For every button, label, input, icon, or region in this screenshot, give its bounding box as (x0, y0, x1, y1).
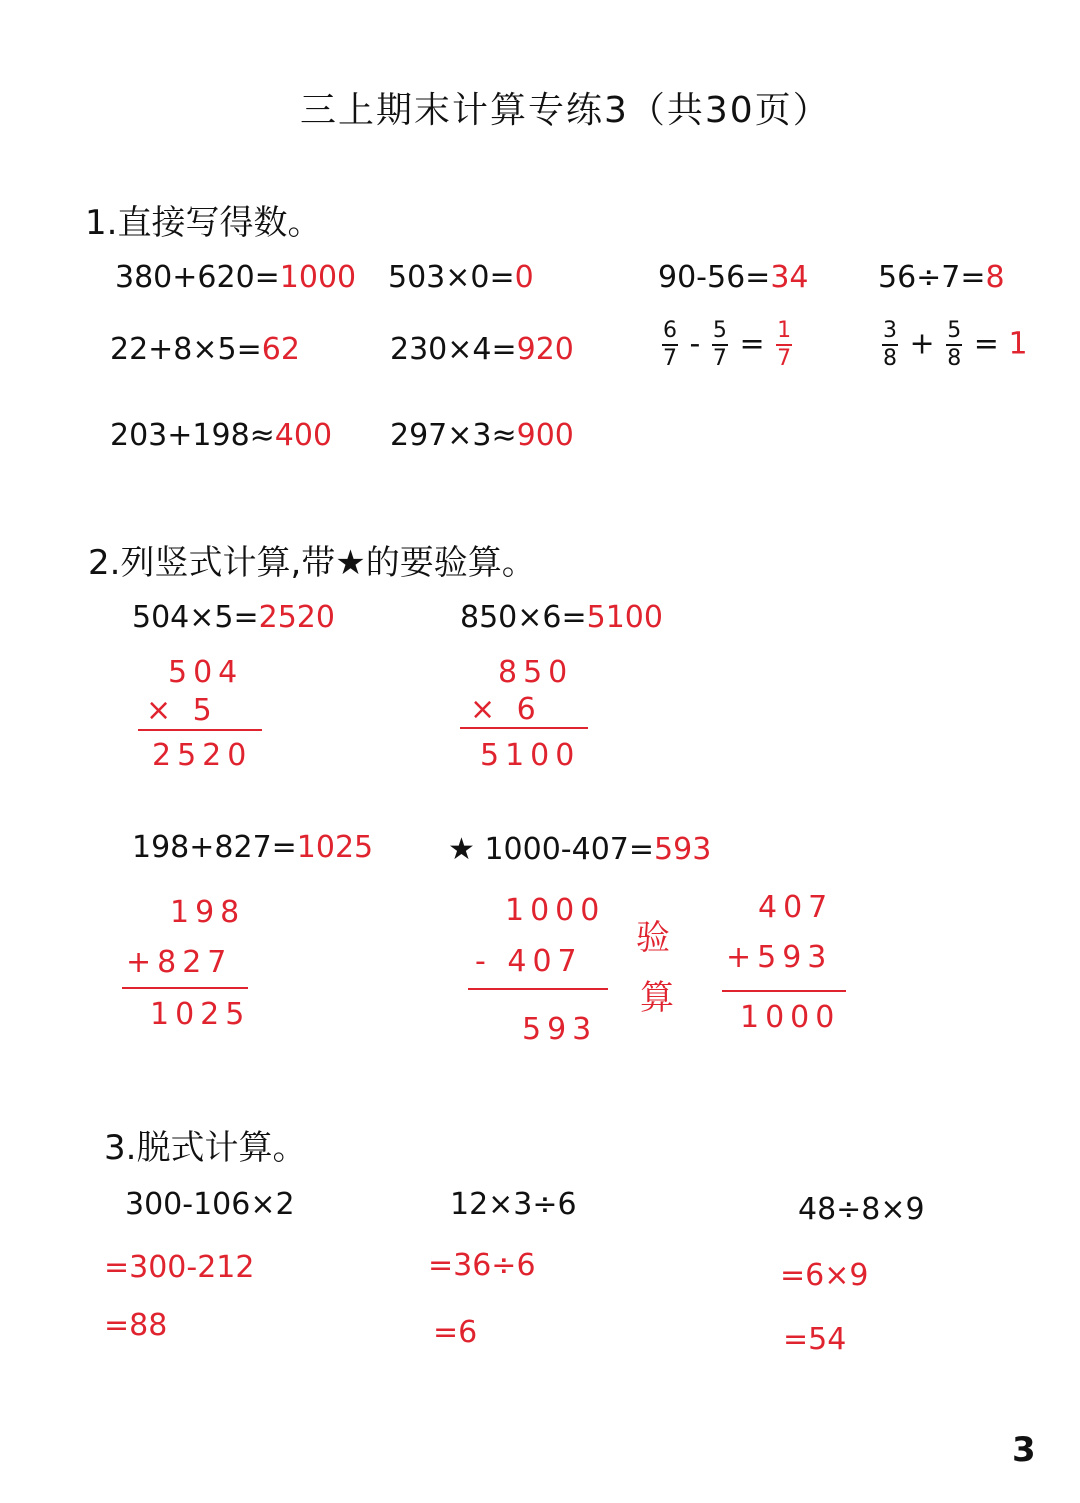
equals: = (973, 326, 999, 362)
page-number: 3 (1012, 1430, 1036, 1470)
s2-question: 850×6= (460, 600, 587, 635)
fraction-answer: $\frac{1}{7}$ (777, 318, 792, 371)
fraction: $\frac{3}{8}$ (883, 318, 897, 371)
s2-answer: 593 (654, 832, 712, 867)
s2-question: 198+827= (132, 830, 297, 865)
s1-answer: 34 (770, 260, 809, 295)
vertical-result: 5100 (480, 738, 581, 773)
s1-question: 230×4= (390, 332, 517, 367)
s2-problem-4 (448, 832, 711, 867)
s3-step-2: =6 (433, 1315, 478, 1350)
section1-heading: 1.直接写得数。 (85, 203, 322, 243)
s1-answer: 400 (274, 418, 333, 453)
s2-problem-1 (132, 600, 335, 635)
check-line (722, 990, 846, 992)
vertical-result: 593 (522, 1012, 598, 1047)
vertical-top: 504 (168, 655, 244, 690)
s1-answer: 1 (1008, 326, 1028, 362)
s2-problem-2 (460, 600, 663, 635)
vertical-top: 850 (498, 655, 574, 690)
operator: + (909, 326, 935, 362)
s1-item-2 (388, 260, 534, 295)
s1-item-1 (115, 260, 356, 295)
fraction: $\frac{6}{7}$ (663, 318, 677, 371)
section3-heading: 3.脱式计算。 (104, 1128, 307, 1168)
section2-heading: 2.列竖式计算,带★的要验算。 (88, 543, 536, 583)
fraction: $\frac{5}{7}$ (712, 318, 727, 371)
s3-step-2: =88 (104, 1308, 168, 1343)
vertical-result: 2520 (152, 738, 253, 773)
s1-question: 90-56= (658, 260, 771, 295)
s1-question: 203+198≈ (110, 418, 275, 453)
s3-step-1: =6×9 (780, 1258, 869, 1293)
s1-answer: 1000 (279, 260, 357, 295)
s1-answer: 900 (516, 418, 574, 453)
vertical-line (460, 727, 588, 729)
vertical-line (122, 987, 248, 989)
s3-step-2: =54 (783, 1322, 847, 1357)
s3-question-3: 48÷8×9 (798, 1192, 925, 1227)
s1-fraction-item-2 (880, 320, 1028, 370)
s2-question: 1000-407= (484, 832, 655, 867)
s1-question: 503×0= (388, 260, 515, 295)
vertical-result: 1025 (150, 997, 251, 1032)
check-top: 407 (758, 890, 834, 925)
s1-item-7 (110, 418, 332, 453)
check-label-2: 算 (640, 978, 674, 1018)
s1-item-6 (390, 332, 574, 367)
s3-step-1: =300-212 (104, 1250, 255, 1285)
s1-answer: 8 (985, 260, 1005, 295)
s1-item-4 (878, 260, 1005, 295)
s1-fraction-item-1 (660, 320, 794, 370)
vertical-operator: × 6 (470, 692, 542, 727)
vertical-operator: +827 (126, 945, 233, 980)
vertical-line (468, 988, 608, 990)
s3-question-2: 12×3÷6 (450, 1187, 577, 1222)
check-result: 1000 (740, 1000, 841, 1035)
s2-answer: 1025 (296, 830, 374, 865)
s1-answer: 62 (261, 332, 300, 367)
s1-answer: 920 (516, 332, 574, 367)
s3-step-1: =36÷6 (428, 1248, 536, 1283)
s1-item-3 (658, 260, 809, 295)
s1-question: 380+620= (115, 260, 280, 295)
s2-problem-3 (132, 830, 373, 865)
vertical-operator: × 5 (146, 693, 218, 728)
s2-question: 504×5= (132, 600, 259, 635)
vertical-top: 1000 (505, 893, 606, 928)
s1-item-5 (110, 332, 300, 367)
s3-question-1: 300-106×2 (125, 1187, 295, 1222)
s1-question: 56÷7= (878, 260, 986, 295)
vertical-operator: - 407 (475, 944, 583, 979)
operator: - (689, 326, 701, 362)
s1-answer: 0 (514, 260, 534, 295)
equals: = (739, 326, 765, 362)
s2-answer: 5100 (586, 600, 663, 635)
s2-answer: 2520 (258, 600, 335, 635)
s1-question: 297×3≈ (390, 418, 517, 453)
fraction: $\frac{5}{8}$ (947, 318, 962, 371)
vertical-top: 198 (170, 895, 246, 930)
check-operator: +593 (726, 940, 833, 975)
s1-item-8 (390, 418, 574, 453)
star-icon: ★ (448, 832, 475, 867)
check-label-1: 验 (636, 918, 670, 958)
vertical-line (138, 729, 262, 731)
page-title: 三上期末计算专练3（共30页） (300, 90, 831, 131)
s1-question: 22+8×5= (110, 332, 262, 367)
